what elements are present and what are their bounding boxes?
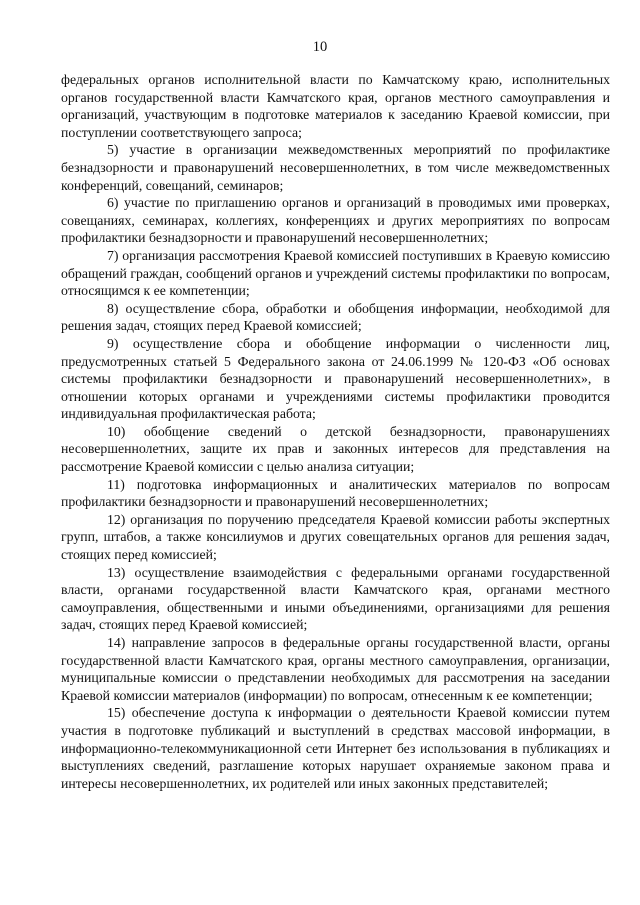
paragraph: 11) подготовка информационных и аналитических материалов по вопросам профилактики безнадзорности и правонарушений несовершеннолетних; [61, 476, 610, 510]
paragraph: 13) осуществление взаимодействия с федеральными органами государственной власти, органами государственной власти Камчатского края, органами местного самоуправления, общественными и иными объединениями, организациями для решения задач, стоящих перед Краевой комиссией; [61, 564, 610, 633]
paragraph: 15) обеспечение доступа к информации о деятельности Краевой комиссии путем участия в подготовке публикаций и выступлений в средствах массовой информации, в информационно-телекоммуникационной сети Интернет без использования в публикациях и выступлениях сведений, разглашение которых нарушает охраняемые законом права и интересы несовершеннолетних, их родителей или иных законных представителей; [61, 705, 610, 791]
paragraph: 6) участие по приглашению органов и организаций в проводимых ими проверках, совещаниях, семинарах, коллегиях, конференциях и других мероприятиях по вопросам профилактики безнадзорности и правонарушений несовершеннолетних; [61, 195, 610, 246]
paragraph: 8) осуществление сбора, обработки и обобщения информации, необходимой для решения задач, стоящих перед Краевой комиссией; [61, 300, 610, 334]
paragraph: 9) осуществление сбора и обобщение информации о численности лиц, предусмотренных статьей 5 Федерального закона от 24.06.1999 № 120-ФЗ «Об основах системы профилактики безнадзорности и правонарушений несовершеннолетних», в отношении которых органами и учреждениями системы профилактики проводится индивидуальная профилактическая работа; [61, 335, 610, 422]
paragraph: 10) обобщение сведений о детской безнадзорности, правонарушениях несовершеннолетних, защите их прав и законных интересов для представления на рассмотрение Краевой комиссии с целью анализа ситуации; [61, 423, 610, 475]
paragraph: 12) организация по поручению председателя Краевой комиссии работы экспертных групп, штабов, а также консилиумов и других совещательных органов для решения задач, стоящих перед комиссией; [61, 511, 610, 563]
paragraph: 5) участие в организации межведомственных мероприятий по профилактике безнадзорности и правонарушений несовершеннолетних, в том числе межведомственных конференций, совещаний, семинаров; [61, 142, 610, 193]
paragraph: 14) направление запросов в федеральные органы государственной власти, органы государственной власти Камчатского края, органы местного самоуправления, организации, муниципальные комиссии о представлении необходимых для рассмотрения на заседании Краевой комиссии материалов (информации) по вопросам, отнесенным к ее компетенции; [61, 635, 610, 703]
paragraph: 7) организация рассмотрения Краевой комиссией поступивших в Краевую комиссию обращений граждан, сообщений органов и учреждений системы профилактики по вопросам, относящимся к ее компетенции; [61, 247, 610, 299]
page-number: 10 [312, 39, 328, 55]
paragraph: федеральных органов исполнительной власти по Камчатскому краю, исполнительных органов государственной власти Камчатского края, органов местного самоуправления и организаций, участвующим в подготовке материалов к заседанию Краевой комиссии, при поступлении соответствующего запроса; [61, 72, 610, 140]
document-body [61, 71, 610, 792]
